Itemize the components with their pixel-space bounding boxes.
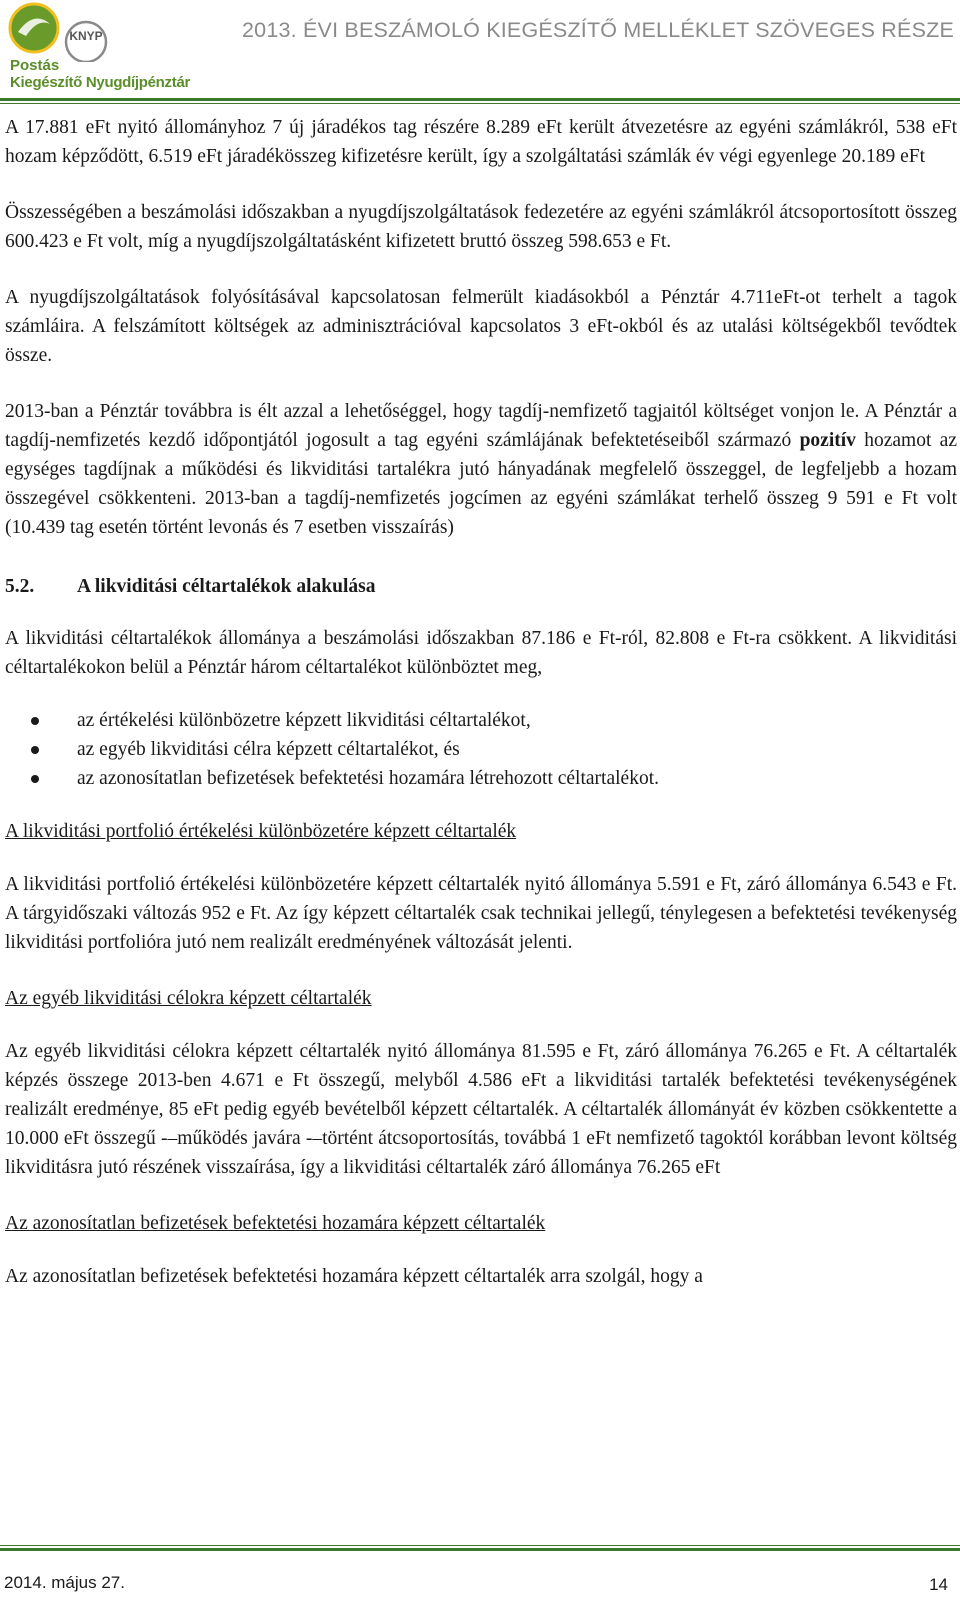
emphasis-text: pozitív xyxy=(799,430,856,451)
paragraph: A likviditási portfolió értékelési különbözetére képzett céltartalék nyitó állománya 5.591 e Ft, záró állománya 6.543 e Ft. A tárgyidőszaki változás 952 e Ft. Az így képzett céltartalék csak technikai jellegű, ténylegesen a befektetési tevékenység likviditási portfolióra jutó nem realizált eredményének változását jelenti. xyxy=(5,874,957,953)
logo-line-1: Postás xyxy=(10,57,60,74)
page-number: 14 xyxy=(929,1575,948,1594)
section-title: A likviditási céltartalékok alakulása xyxy=(77,576,376,597)
header-divider xyxy=(0,98,960,101)
subsection-heading: A likviditási portfolió értékelési különbözetére képzett céltartalék xyxy=(5,821,517,842)
paragraph: Az egyéb likviditási célokra képzett céltartalék nyitó állománya 81.595 e Ft, záró állománya 76.265 e Ft. A céltartalék képzés összege 2013-ben 4.671 e Ft összegű, melyből 4.586 eFt a likviditási tartalék befektetési tevékenységének realizált eredménye, 85 eFt pedig egyéb bevételből képzett céltartalék. A céltartalék állományát év közben csökkentette a 10.000 eFt összegű -–működés javára -–történt átcsoportosítás, továbbá 1 eFt nemfizető tagoktól korábban levont költség likviditásra jutó részének visszaírása, így a likviditási céltartalék záró állománya 76.265 eFt xyxy=(5,1041,957,1178)
logo-mark-icon xyxy=(4,2,209,62)
footer-date: 2014. május 27. xyxy=(4,1573,125,1592)
paragraph: Az azonosítatlan befizetések befektetési hozamára képzett céltartalék arra szolgál, hogy a xyxy=(5,1266,703,1287)
list-item: az azonosítatlan befizetések befektetési hozamára létrehozott céltartalékot. xyxy=(5,764,957,793)
footer-divider xyxy=(0,1548,960,1551)
paragraph: A nyugdíjszolgáltatások folyósításával kapcsolatosan felmerült kiadásokból a Pénztár 4.711eFt-ot terhelt a tagok számláira. A felszámított költségek az adminisztrációval kapcsolatos 3 eFt-okból és az utalási költségekből tevődtek össze. xyxy=(5,287,957,366)
paragraph: A likviditási céltartalékok állománya a beszámolási időszakban 87.186 e Ft-ról, 82.808 e Ft-ra csökkent. A likviditási céltartalékokon belül a Pénztár három céltartalékot különböztet meg, xyxy=(5,628,957,678)
bullet-list xyxy=(5,706,957,793)
document-body xyxy=(5,113,957,1318)
footer-divider-thin xyxy=(0,1545,960,1546)
document-title: 2013. ÉVI BESZÁMOLÓ KIEGÉSZÍTŐ MELLÉKLET SZÖVEGES RÉSZE xyxy=(242,18,954,42)
paragraph: 2013-ban a Pénztár továbbra is élt azzal a lehetőséggel, hogy tagdíj-nemfizető tagjaitól költséget vonjon le. A Pénztár a tagdíj-nemfizetés kezdő időpontjától jogosult a tag egyéni számlájának befektetéseiből származó pozitív hozamot az egységes tagdíjnak a működési és likviditási tartalékra jutó hányadának megfelelő összeggel, de legfeljebb a hozam összegével csökkenteni. 2013-ban a tagdíj-nemfizetés jogcímen az egyéni számlákat terhelő összeg 9 591 e Ft volt (10.439 tag esetén történt levonás és 7 esetben visszaírás) xyxy=(5,401,957,538)
list-item: az egyéb likviditási célra képzett céltartalékot, és xyxy=(5,735,957,764)
paragraph: Összességében a beszámolási időszakban a nyugdíjszolgáltatások fedezetére az egyéni számlákról átcsoportosított összeg 600.423 e Ft volt, míg a nyugdíjszolgáltatásként kifizetett bruttó összeg 598.653 e Ft. xyxy=(5,202,957,252)
section-number: 5.2. xyxy=(5,576,35,597)
paragraph: A 17.881 eFt nyitó állományhoz 7 új járadékos tag részére 8.289 eFt került átvezetésre az egyéni számlákról, 538 eFt hozam képződött, 6.519 eFt járadékösszeg kifizetésre került, így a szolgáltatási számlák év végi egyenlege 20.189 eFt xyxy=(5,117,957,167)
logo-line-2: Kiegészítő Nyugdíjpénztár xyxy=(10,74,191,91)
svg-text:KNYP: KNYP xyxy=(69,29,103,43)
list-item: az értékelési különbözetre képzett likviditási céltartalékot, xyxy=(5,706,957,735)
page-header xyxy=(0,0,960,100)
header-divider-thin xyxy=(0,103,960,104)
subsection-heading: Az azonosítatlan befizetések befektetési hozamára képzett céltartalék xyxy=(5,1213,546,1234)
subsection-heading: Az egyéb likviditási célokra képzett céltartalék xyxy=(5,988,372,1009)
section-heading xyxy=(5,572,957,601)
fund-logo xyxy=(4,2,209,94)
